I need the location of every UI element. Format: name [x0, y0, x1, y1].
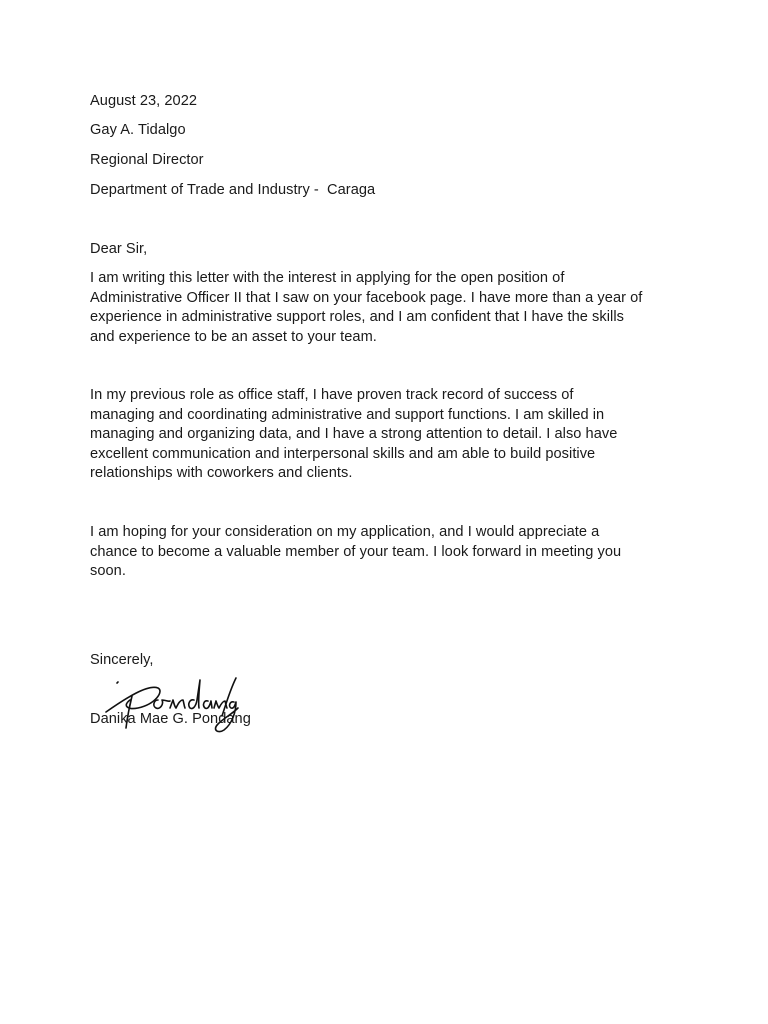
body-paragraph-2: In my previous role as office staff, I have proven track record of success of managing and coordinating administrative and support functions. I am skilled in managing and organizing data, and I have a strong attention to detail. I also have excellent communication and interpersonal skills and am able to build positive relationships with coworkers and clients.	[90, 387, 618, 481]
recipient-title: Regional Director	[90, 152, 204, 168]
salutation: Dear Sir,	[90, 241, 148, 257]
sender-name: Danika Mae G. Pondang	[90, 711, 251, 727]
recipient-organization: Department of Trade and Industry - Caraga	[90, 182, 376, 198]
recipient-name: Gay A. Tidalgo	[90, 122, 186, 138]
closing: Sincerely,	[90, 652, 154, 668]
handwritten-signature	[104, 670, 244, 740]
letter-date: August 23, 2022	[90, 93, 198, 109]
body-paragraph-3: I am hoping for your consideration on my application, and I would appreciate a chance to become a valuable member of your team. I look forward in meeting you soon.	[90, 524, 622, 579]
body-paragraph-1: I am writing this letter with the interest in applying for the open position of Administrative Officer II that I saw on your facebook page. I have more than a year of experience in administrative support roles, and I am confident that I have the skills and experience to be an asset to your team.	[90, 270, 643, 345]
